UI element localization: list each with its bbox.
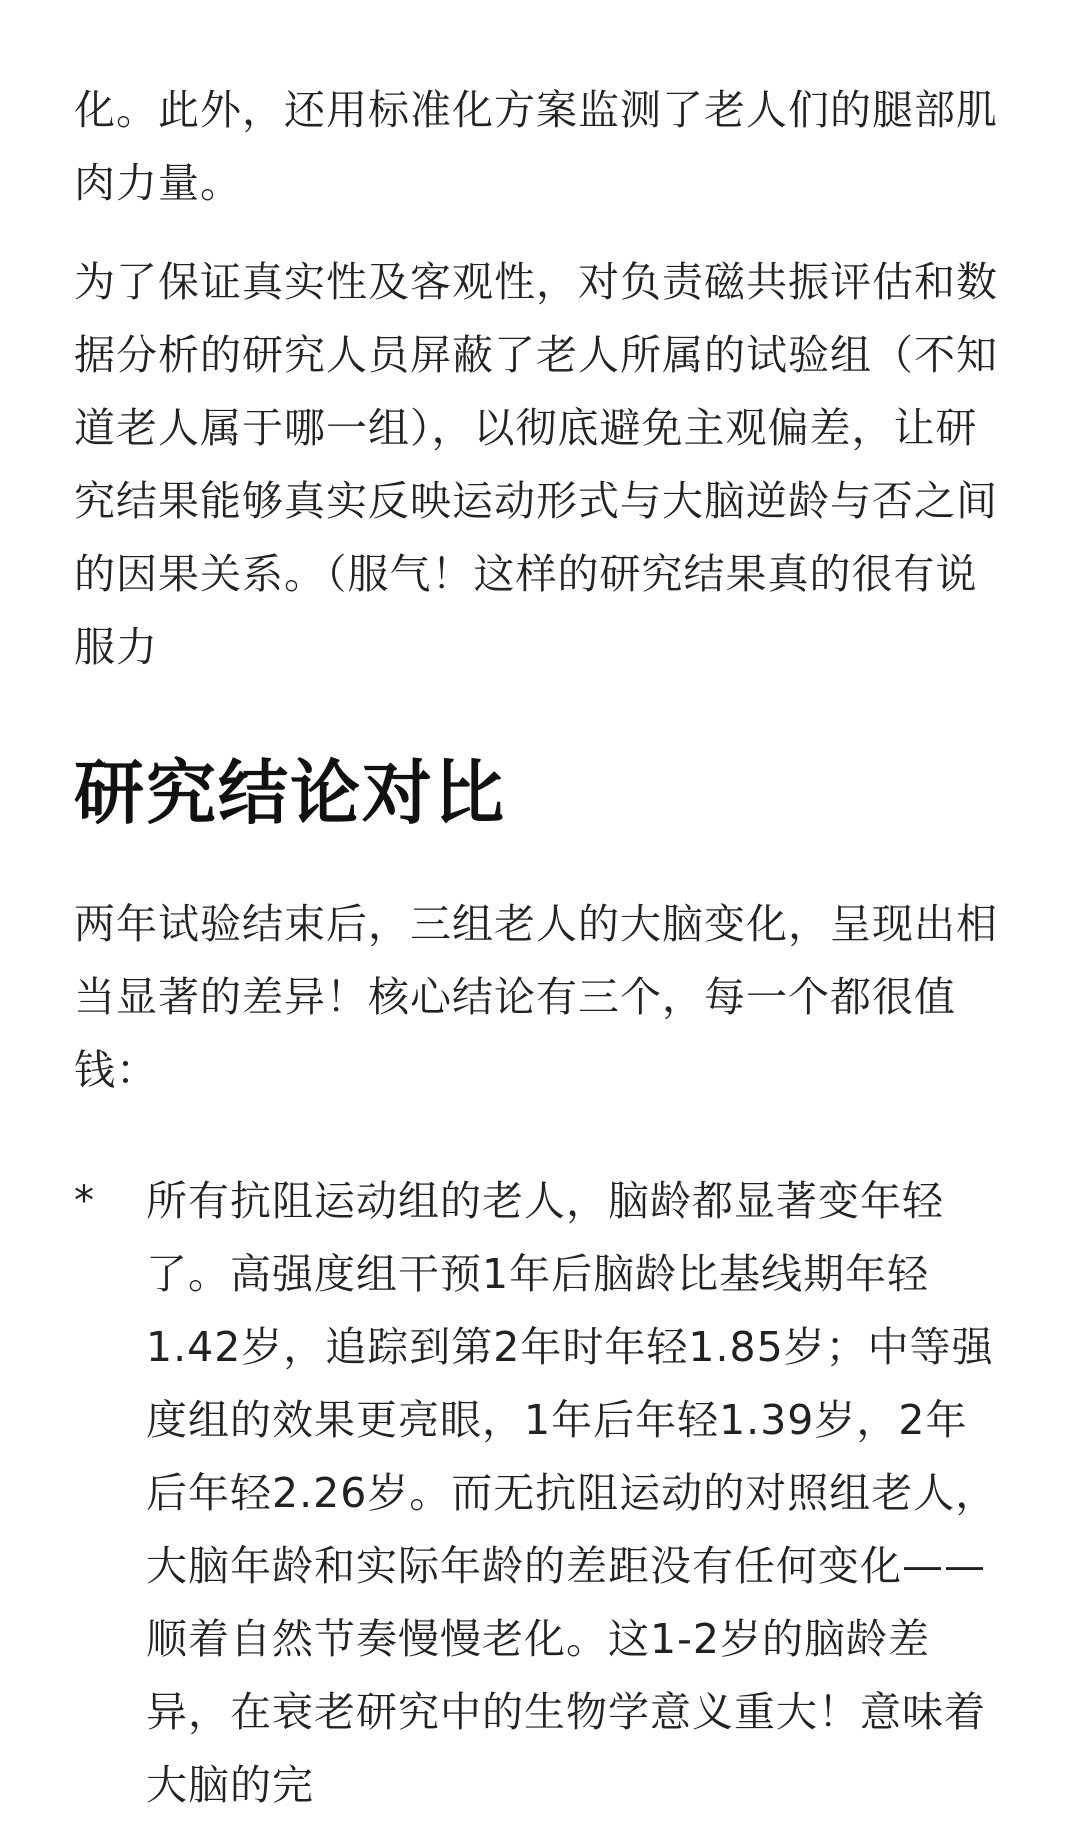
list-item-text: 所有抗阻运动组的老人，脑龄都显著变年轻了。高强度组干预1年后脑龄比基线期年轻1.42岁，追踪到第2年时年轻1.85岁；中等强度组的效果更亮眼，1年后年轻1.39岁，2年后年轻2.26岁。而无抗阻运动的对照组老人，大脑年龄和实际年龄的差距没有任何变化——顺着自然节奏慢慢老化。这1-2岁的脑龄差异，在衰老研究中的生物学意义重大！意味着大脑的完 — [146, 1177, 998, 1809]
article-paragraph: 为了保证真实性及客观性，对负责磁共振评估和数据分析的研究人员屏蔽了老人所属的试验组（不知道老人属于哪一组），以彻底避免主观偏差，让研究结果能够真实反映运动形式与大脑逆龄与否之间的因果关系。（服气！这样的研究结果真的很有说服力 — [74, 258, 998, 671]
list-item — [74, 1165, 1004, 1822]
bullet-marker: * — [74, 1178, 94, 1224]
article-paragraph: 化。此外，还用标准化方案监测了老人们的腿部肌肉力量。 — [74, 86, 998, 207]
conclusion-list — [74, 1165, 1004, 1822]
section-heading: 研究结论对比 — [74, 752, 506, 834]
article-paragraph: 两年试验结束后，三组老人的大脑变化，呈现出相当显著的差异！核心结论有三个，每一个都很值钱： — [74, 900, 998, 1094]
